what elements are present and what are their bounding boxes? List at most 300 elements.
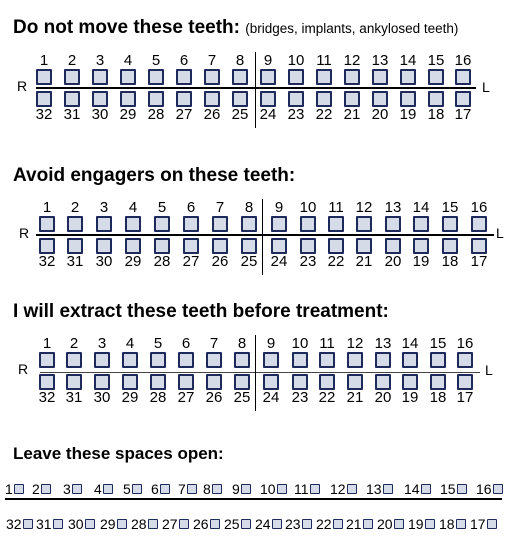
section1-midline — [255, 52, 256, 128]
tooth-checkbox[interactable] — [316, 69, 332, 85]
tooth-number: 2 — [67, 52, 77, 69]
tooth-number: 2 — [70, 199, 80, 216]
tooth-checkbox[interactable] — [178, 352, 194, 368]
tooth-checkbox[interactable] — [66, 374, 82, 390]
tooth-checkbox[interactable] — [120, 69, 136, 85]
tooth-number: 18 — [429, 389, 447, 406]
tooth-checkbox[interactable] — [288, 91, 304, 107]
section2-tooth-23 — [295, 238, 321, 270]
section1-upper-row — [0, 53, 513, 73]
tooth-number: 26 — [205, 389, 223, 406]
tooth-checkbox[interactable] — [347, 374, 363, 390]
tooth-number: 28 — [153, 253, 171, 270]
tooth-number: 4 — [128, 199, 138, 216]
tooth-checkbox[interactable] — [263, 352, 279, 368]
section2-tooth-8 — [236, 200, 262, 232]
section1-tooth-21 — [339, 91, 365, 123]
tooth-checkbox[interactable] — [471, 216, 487, 232]
tooth-number: 13 — [371, 52, 389, 69]
tooth-number: 19 — [401, 389, 419, 406]
tooth-number: 24 — [259, 106, 277, 123]
tooth-checkbox[interactable] — [39, 238, 55, 254]
section2-tooth-5 — [149, 200, 175, 232]
section4-space-9 — [232, 481, 252, 497]
tooth-number: 16 — [470, 199, 488, 216]
tooth-checkbox[interactable] — [125, 238, 141, 254]
section1-tooth-29 — [115, 91, 141, 123]
tooth-checkbox[interactable] — [206, 374, 222, 390]
tooth-number: 5 — [123, 481, 131, 497]
section4-space-11 — [294, 481, 321, 497]
section1-tooth-30 — [87, 91, 113, 123]
tooth-number: 27 — [175, 106, 193, 123]
tooth-checkbox[interactable] — [39, 216, 55, 232]
tooth-checkbox[interactable] — [413, 216, 429, 232]
tooth-number: 5 — [153, 335, 163, 352]
space-checkbox[interactable] — [310, 484, 320, 494]
tooth-checkbox[interactable] — [67, 238, 83, 254]
section3-tooth-16 — [452, 336, 478, 368]
tooth-number: 14 — [401, 335, 419, 352]
section4-space-25 — [224, 516, 252, 532]
tooth-checkbox[interactable] — [96, 216, 112, 232]
tooth-number: 9 — [263, 52, 273, 69]
tooth-number: 17 — [470, 253, 488, 270]
tooth-number: 1 — [42, 199, 52, 216]
tooth-checkbox[interactable] — [183, 216, 199, 232]
tooth-checkbox[interactable] — [212, 216, 228, 232]
tooth-number: 23 — [287, 106, 305, 123]
tooth-number: 8 — [244, 199, 254, 216]
tooth-number: 7 — [178, 481, 186, 497]
tooth-checkbox[interactable] — [457, 352, 473, 368]
section2-tooth-11 — [323, 200, 349, 232]
tooth-number: 20 — [377, 516, 393, 532]
space-checkbox[interactable] — [394, 519, 404, 529]
section3-arch-line — [40, 372, 480, 373]
tooth-number: 16 — [456, 335, 474, 352]
tooth-checkbox[interactable] — [356, 216, 372, 232]
tooth-checkbox[interactable] — [67, 216, 83, 232]
section3-tooth-10 — [287, 336, 313, 368]
tooth-number: 3 — [97, 335, 107, 352]
tooth-checkbox[interactable] — [292, 374, 308, 390]
section2-tooth-28 — [149, 238, 175, 270]
section1-tooth-4 — [115, 53, 141, 85]
tooth-checkbox[interactable] — [385, 238, 401, 254]
tooth-number: 1 — [39, 52, 49, 69]
section4-space-1 — [5, 481, 25, 497]
section2-tooth-26 — [207, 238, 233, 270]
tooth-number: 8 — [203, 481, 211, 497]
tooth-checkbox[interactable] — [150, 374, 166, 390]
section1-tooth-18 — [423, 91, 449, 123]
section4-space-13 — [366, 481, 394, 497]
section2-tooth-9 — [266, 200, 292, 232]
tooth-number: 22 — [318, 389, 336, 406]
section3-tooth-23 — [287, 374, 313, 406]
section4-space-10 — [260, 481, 288, 497]
tooth-checkbox[interactable] — [120, 91, 136, 107]
tooth-checkbox[interactable] — [430, 374, 446, 390]
space-checkbox[interactable] — [132, 484, 142, 494]
section4-space-8 — [203, 481, 223, 497]
section1-title: Do not move these teeth: (bridges, implants, ankylosed teeth) — [13, 17, 459, 38]
tooth-checkbox[interactable] — [260, 91, 276, 107]
tooth-checkbox[interactable] — [356, 238, 372, 254]
tooth-number: 2 — [69, 335, 79, 352]
tooth-checkbox[interactable] — [400, 69, 416, 85]
tooth-checkbox[interactable] — [241, 216, 257, 232]
tooth-number: 21 — [346, 516, 362, 532]
tooth-number: 6 — [151, 481, 159, 497]
space-checkbox[interactable] — [421, 484, 431, 494]
space-checkbox[interactable] — [272, 519, 282, 529]
section1-tooth-26 — [199, 91, 225, 123]
section3-tooth-3 — [89, 336, 115, 368]
section3-tooth-20 — [370, 374, 396, 406]
space-checkbox[interactable] — [493, 484, 503, 494]
section2-tooth-16 — [466, 200, 492, 232]
section3-tooth-17 — [452, 374, 478, 406]
section4-space-15 — [440, 481, 468, 497]
section2-tooth-20 — [380, 238, 406, 270]
tooth-checkbox[interactable] — [271, 238, 287, 254]
section2-left-label: L — [496, 225, 504, 241]
tooth-checkbox[interactable] — [372, 69, 388, 85]
section3-tooth-1 — [34, 336, 60, 368]
tooth-number: 29 — [119, 106, 137, 123]
tooth-checkbox[interactable] — [430, 352, 446, 368]
tooth-number: 32 — [38, 389, 56, 406]
tooth-checkbox[interactable] — [455, 91, 471, 107]
section2-tooth-17 — [466, 238, 492, 270]
section3-tooth-9 — [258, 336, 284, 368]
section1-tooth-23 — [283, 91, 309, 123]
tooth-checkbox[interactable] — [94, 352, 110, 368]
tooth-number: 20 — [384, 253, 402, 270]
space-checkbox[interactable] — [333, 519, 343, 529]
section1-tooth-2 — [59, 53, 85, 85]
space-checkbox[interactable] — [103, 484, 113, 494]
section2-tooth-12 — [351, 200, 377, 232]
tooth-number: 22 — [316, 516, 332, 532]
space-checkbox[interactable] — [425, 519, 435, 529]
tooth-checkbox[interactable] — [375, 374, 391, 390]
tooth-number: 11 — [319, 335, 335, 352]
tooth-number: 25 — [231, 106, 249, 123]
tooth-number: 11 — [328, 199, 344, 216]
section3-tooth-6 — [173, 336, 199, 368]
section3-title: I will extract these teeth before treatment: — [13, 301, 389, 322]
section2-tooth-25 — [236, 238, 262, 270]
space-checkbox[interactable] — [347, 484, 357, 494]
tooth-number: 28 — [149, 389, 167, 406]
section1-tooth-32 — [31, 91, 57, 123]
section2-midline — [262, 199, 263, 275]
space-checkbox[interactable] — [148, 519, 158, 529]
tooth-checkbox[interactable] — [94, 374, 110, 390]
tooth-checkbox[interactable] — [442, 238, 458, 254]
tooth-checkbox[interactable] — [402, 374, 418, 390]
section4-space-14 — [404, 481, 432, 497]
tooth-number: 3 — [95, 52, 105, 69]
tooth-checkbox[interactable] — [385, 216, 401, 232]
tooth-number: 12 — [330, 481, 346, 497]
tooth-checkbox[interactable] — [66, 352, 82, 368]
tooth-number: 27 — [177, 389, 195, 406]
tooth-checkbox[interactable] — [260, 69, 276, 85]
tooth-number: 28 — [131, 516, 147, 532]
tooth-checkbox[interactable] — [344, 69, 360, 85]
section2-tooth-7 — [207, 200, 233, 232]
section1-tooth-13 — [367, 53, 393, 85]
tooth-checkbox[interactable] — [232, 69, 248, 85]
section3-tooth-29 — [117, 374, 143, 406]
tooth-checkbox[interactable] — [428, 91, 444, 107]
tooth-checkbox[interactable] — [442, 216, 458, 232]
section2-right-label: R — [19, 225, 30, 241]
tooth-number: 17 — [454, 106, 472, 123]
tooth-number: 25 — [233, 389, 251, 406]
tooth-number: 9 — [274, 199, 284, 216]
space-checkbox[interactable] — [277, 484, 287, 494]
tooth-checkbox[interactable] — [375, 352, 391, 368]
tooth-number: 4 — [94, 481, 102, 497]
section1-tooth-10 — [283, 53, 309, 85]
tooth-number: 31 — [36, 516, 52, 532]
tooth-checkbox[interactable] — [148, 91, 164, 107]
section1-tooth-28 — [143, 91, 169, 123]
tooth-number: 1 — [42, 335, 52, 352]
tooth-checkbox[interactable] — [64, 91, 80, 107]
tooth-checkbox[interactable] — [234, 352, 250, 368]
tooth-checkbox[interactable] — [428, 69, 444, 85]
section1-tooth-15 — [423, 53, 449, 85]
tooth-checkbox[interactable] — [372, 91, 388, 107]
tooth-number: 8 — [237, 335, 247, 352]
tooth-number: 22 — [327, 253, 345, 270]
space-checkbox[interactable] — [457, 484, 467, 494]
tooth-number: 30 — [68, 516, 84, 532]
tooth-checkbox[interactable] — [64, 69, 80, 85]
section3-upper-row — [0, 336, 513, 356]
tooth-number: 24 — [255, 516, 271, 532]
tooth-checkbox[interactable] — [471, 238, 487, 254]
tooth-number: 26 — [211, 253, 229, 270]
tooth-number: 14 — [412, 199, 430, 216]
section3-tooth-7 — [201, 336, 227, 368]
tooth-number: 27 — [182, 253, 200, 270]
section2-tooth-18 — [437, 238, 463, 270]
tooth-checkbox[interactable] — [206, 352, 222, 368]
tooth-checkbox[interactable] — [178, 374, 194, 390]
tooth-checkbox[interactable] — [92, 91, 108, 107]
tooth-checkbox[interactable] — [319, 374, 335, 390]
tooth-number: 31 — [66, 253, 84, 270]
space-checkbox[interactable] — [487, 519, 497, 529]
section4-space-21 — [346, 516, 374, 532]
space-checkbox[interactable] — [41, 484, 51, 494]
section2-title: Avoid engagers on these teeth: — [13, 165, 296, 186]
section3-tooth-19 — [397, 374, 423, 406]
tooth-checkbox[interactable] — [292, 352, 308, 368]
tooth-checkbox[interactable] — [319, 352, 335, 368]
tooth-number: 8 — [235, 52, 245, 69]
section2-tooth-10 — [295, 200, 321, 232]
section1-right-label: R — [17, 78, 28, 94]
tooth-number: 16 — [476, 481, 492, 497]
section4-space-3 — [63, 481, 83, 497]
space-checkbox[interactable] — [85, 519, 95, 529]
space-checkbox[interactable] — [302, 519, 312, 529]
tooth-checkbox[interactable] — [204, 69, 220, 85]
space-checkbox[interactable] — [72, 484, 82, 494]
space-checkbox[interactable] — [363, 519, 373, 529]
tooth-checkbox[interactable] — [328, 238, 344, 254]
tooth-checkbox[interactable] — [125, 216, 141, 232]
tooth-checkbox[interactable] — [271, 216, 287, 232]
tooth-checkbox[interactable] — [457, 374, 473, 390]
tooth-number: 4 — [123, 52, 133, 69]
section1-tooth-22 — [311, 91, 337, 123]
space-checkbox[interactable] — [53, 519, 63, 529]
tooth-number: 2 — [32, 481, 40, 497]
section2-tooth-15 — [437, 200, 463, 232]
tooth-number: 7 — [207, 52, 217, 69]
tooth-checkbox[interactable] — [176, 91, 192, 107]
tooth-checkbox[interactable] — [150, 352, 166, 368]
tooth-checkbox[interactable] — [402, 352, 418, 368]
section4-space-16 — [476, 481, 504, 497]
section2-lower-row — [0, 240, 513, 270]
section1-tooth-11 — [311, 53, 337, 85]
tooth-checkbox[interactable] — [347, 352, 363, 368]
tooth-number: 29 — [124, 253, 142, 270]
tooth-checkbox[interactable] — [122, 352, 138, 368]
section4-space-30 — [68, 516, 96, 532]
section1-tooth-9 — [255, 53, 281, 85]
section2-upper-row — [0, 200, 513, 220]
tooth-checkbox[interactable] — [36, 69, 52, 85]
section3-tooth-24 — [258, 374, 284, 406]
tooth-number: 6 — [186, 199, 196, 216]
tooth-number: 3 — [99, 199, 109, 216]
section1-tooth-1 — [31, 53, 57, 85]
tooth-checkbox[interactable] — [122, 374, 138, 390]
tooth-number: 17 — [470, 516, 486, 532]
tooth-number: 26 — [193, 516, 209, 532]
tooth-checkbox[interactable] — [148, 69, 164, 85]
section4-space-31 — [36, 516, 64, 532]
tooth-number: 29 — [100, 516, 116, 532]
section4-space-28 — [131, 516, 159, 532]
tooth-number: 10 — [260, 481, 276, 497]
tooth-checkbox[interactable] — [232, 91, 248, 107]
tooth-checkbox[interactable] — [288, 69, 304, 85]
tooth-number: 20 — [374, 389, 392, 406]
tooth-checkbox[interactable] — [263, 374, 279, 390]
tooth-checkbox[interactable] — [400, 91, 416, 107]
tooth-checkbox[interactable] — [212, 238, 228, 254]
space-checkbox[interactable] — [212, 484, 222, 494]
tooth-number: 32 — [38, 253, 56, 270]
tooth-number: 4 — [125, 335, 135, 352]
section2-tooth-32 — [34, 238, 60, 270]
tooth-number: 7 — [215, 199, 225, 216]
space-checkbox[interactable] — [179, 519, 189, 529]
tooth-checkbox[interactable] — [36, 91, 52, 107]
tooth-checkbox[interactable] — [344, 91, 360, 107]
section1-tooth-5 — [143, 53, 169, 85]
tooth-checkbox[interactable] — [183, 238, 199, 254]
tooth-checkbox[interactable] — [176, 69, 192, 85]
space-checkbox[interactable] — [383, 484, 393, 494]
tooth-number: 14 — [404, 481, 420, 497]
section1-tooth-14 — [395, 53, 421, 85]
tooth-checkbox[interactable] — [241, 238, 257, 254]
space-checkbox[interactable] — [456, 519, 466, 529]
section2-tooth-31 — [62, 238, 88, 270]
space-checkbox[interactable] — [187, 484, 197, 494]
tooth-number: 32 — [6, 516, 22, 532]
tooth-number: 20 — [371, 106, 389, 123]
section2-tooth-2 — [62, 200, 88, 232]
tooth-number: 6 — [179, 52, 189, 69]
space-checkbox[interactable] — [117, 519, 127, 529]
tooth-number: 9 — [266, 335, 276, 352]
tooth-number: 10 — [299, 199, 317, 216]
tooth-checkbox[interactable] — [39, 352, 55, 368]
tooth-checkbox[interactable] — [300, 238, 316, 254]
space-checkbox[interactable] — [210, 519, 220, 529]
section1-lower-row — [0, 93, 513, 123]
section2-tooth-14 — [408, 200, 434, 232]
tooth-number: 26 — [203, 106, 221, 123]
section4-title: Leave these spaces open: — [13, 444, 224, 463]
section1-tooth-17 — [450, 91, 476, 123]
tooth-checkbox[interactable] — [39, 374, 55, 390]
space-checkbox[interactable] — [241, 484, 251, 494]
section1-tooth-31 — [59, 91, 85, 123]
tooth-checkbox[interactable] — [234, 374, 250, 390]
section3-tooth-4 — [117, 336, 143, 368]
tooth-checkbox[interactable] — [455, 69, 471, 85]
section3-midline — [255, 335, 256, 411]
tooth-checkbox[interactable] — [154, 216, 170, 232]
tooth-checkbox[interactable] — [316, 91, 332, 107]
space-checkbox[interactable] — [14, 484, 24, 494]
section3-tooth-31 — [61, 374, 87, 406]
section2-tooth-4 — [120, 200, 146, 232]
space-checkbox[interactable] — [23, 519, 33, 529]
tooth-checkbox[interactable] — [300, 216, 316, 232]
tooth-checkbox[interactable] — [413, 238, 429, 254]
space-checkbox[interactable] — [160, 484, 170, 494]
tooth-checkbox[interactable] — [204, 91, 220, 107]
section1-tooth-3 — [87, 53, 113, 85]
section4-space-23 — [285, 516, 313, 532]
space-checkbox[interactable] — [241, 519, 251, 529]
tooth-number: 30 — [93, 389, 111, 406]
tooth-number: 31 — [65, 389, 83, 406]
tooth-number: 25 — [240, 253, 258, 270]
tooth-checkbox[interactable] — [96, 238, 112, 254]
tooth-number: 23 — [285, 516, 301, 532]
tooth-checkbox[interactable] — [92, 69, 108, 85]
tooth-checkbox[interactable] — [154, 238, 170, 254]
tooth-checkbox[interactable] — [328, 216, 344, 232]
